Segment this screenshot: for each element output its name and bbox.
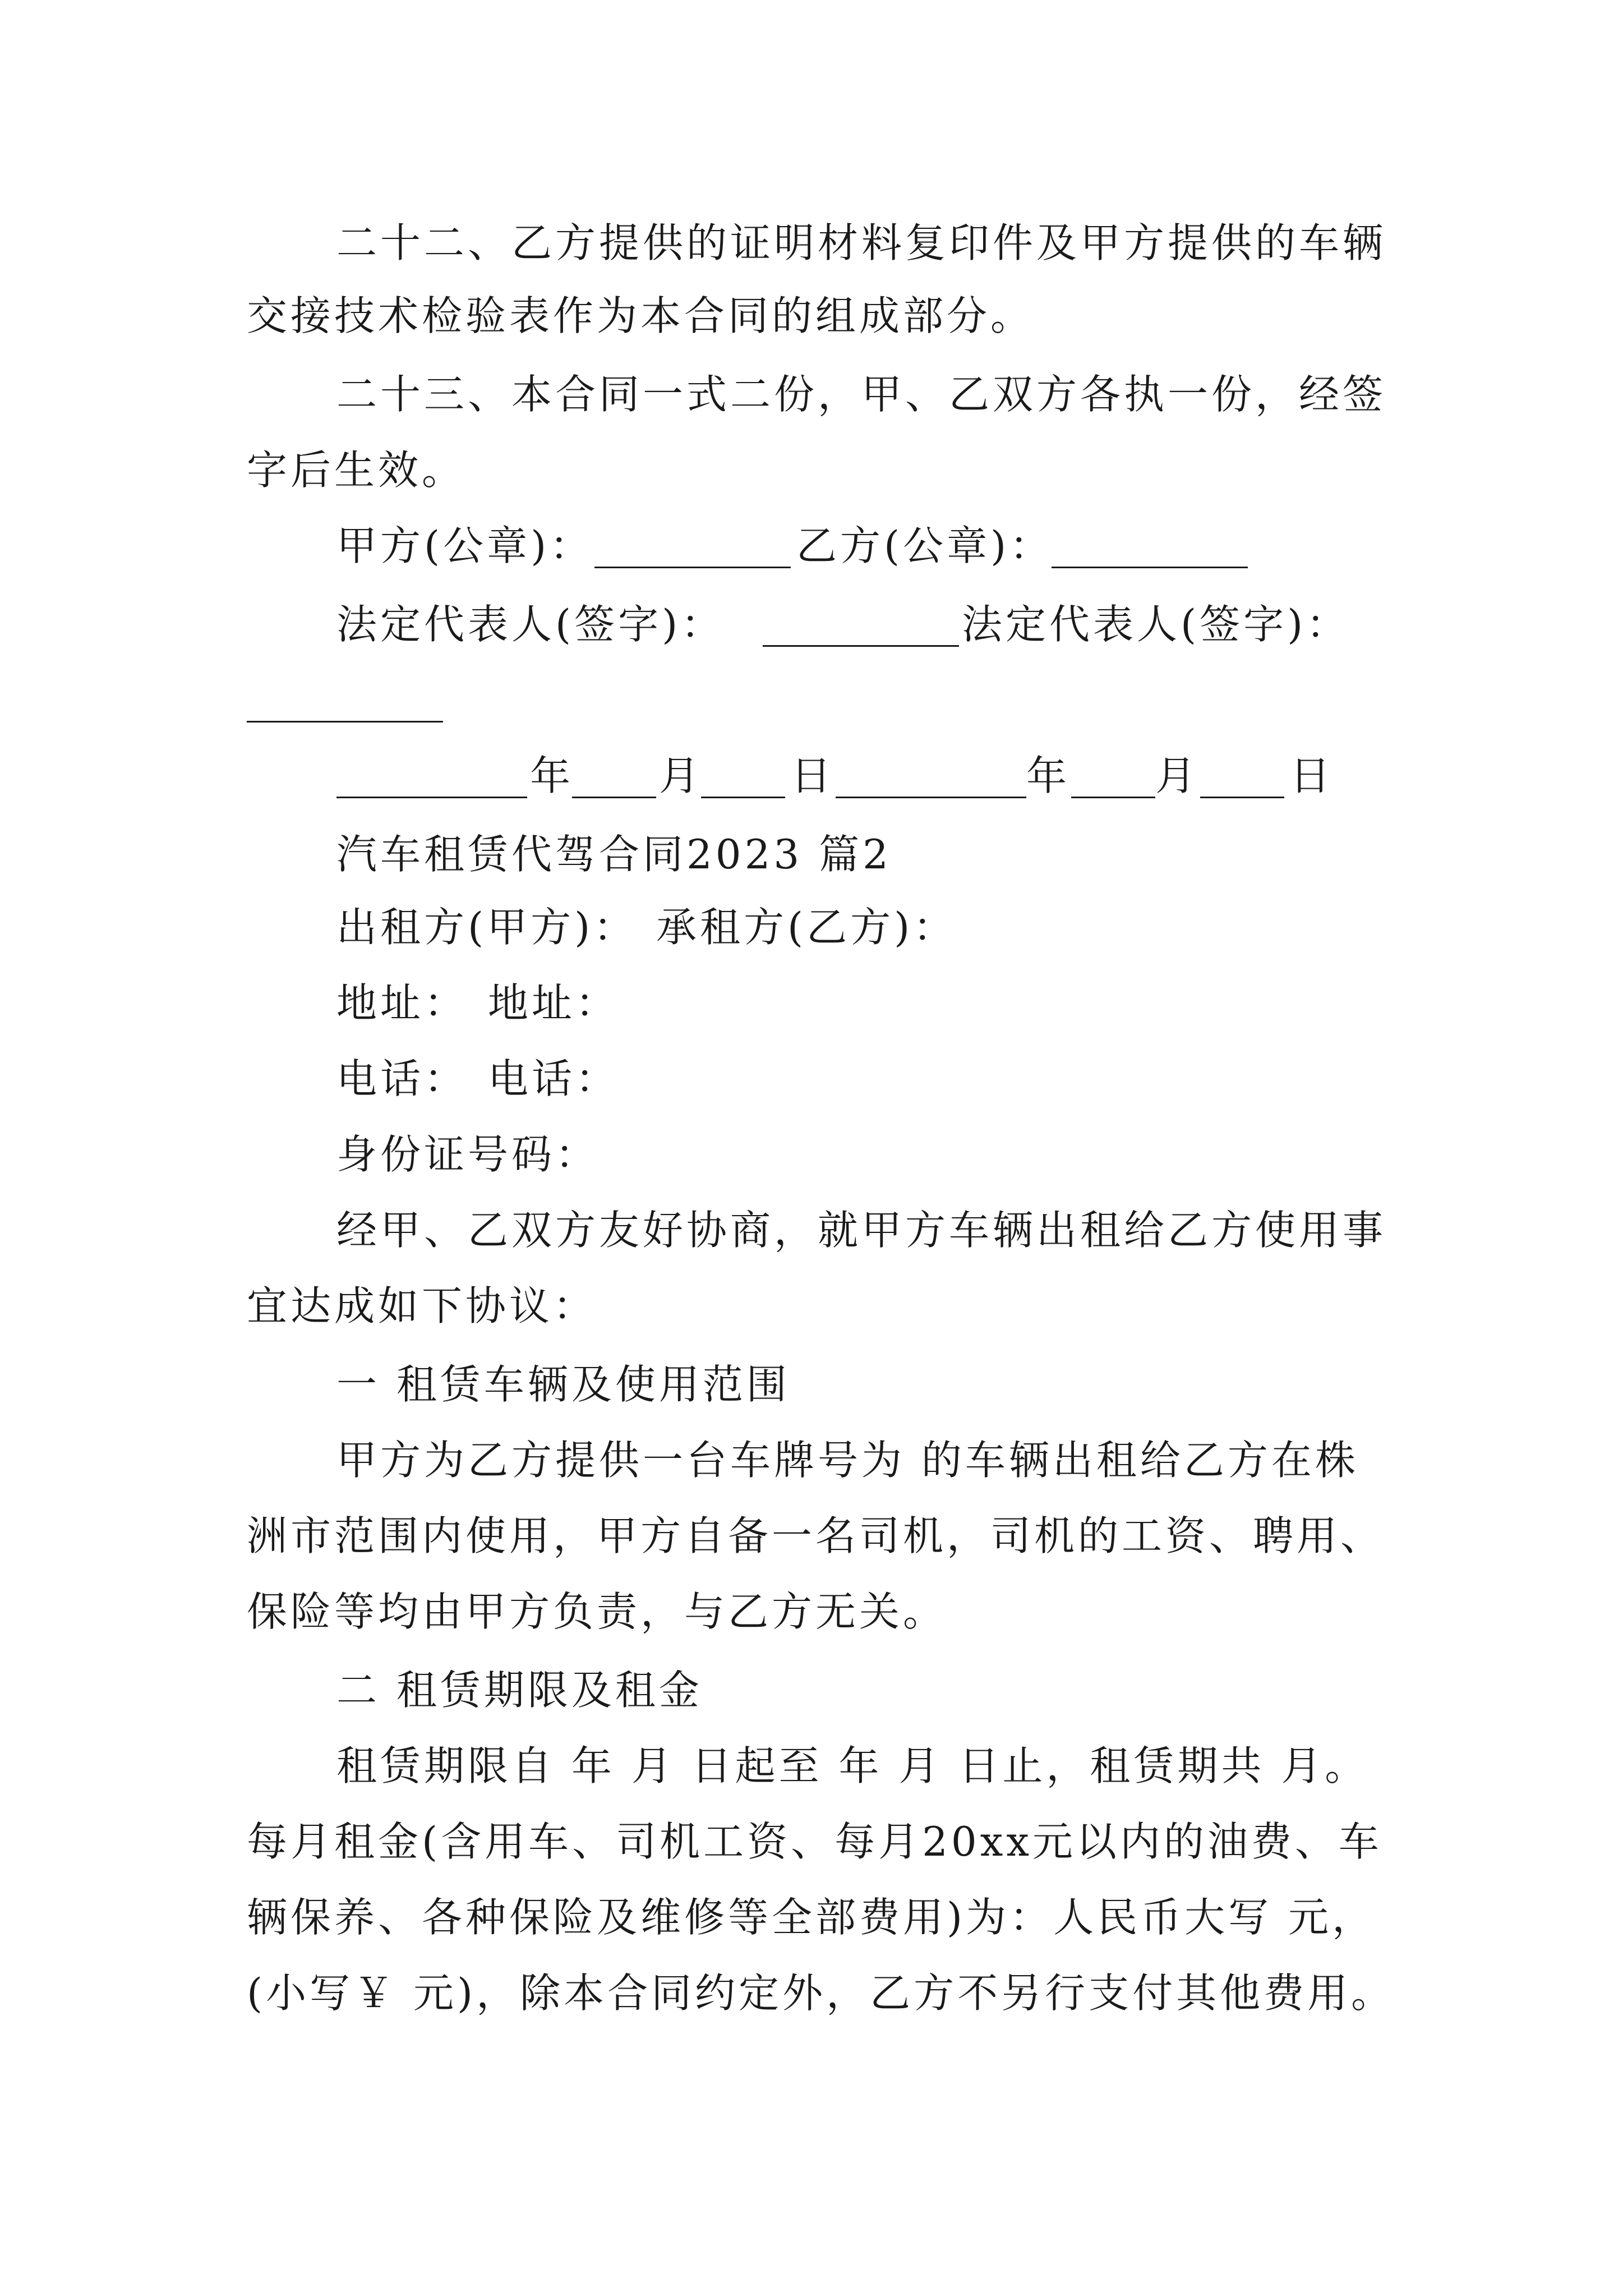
section-2-line-4: (小写￥ 元)，除本合同约定外，乙方不另行支付其他费用。 xyxy=(247,1970,1395,2017)
contract-title: 汽车租赁代驾合同2023 篇2 xyxy=(336,831,892,878)
date-a-day-blank xyxy=(701,797,785,798)
address-b-label: 地址： xyxy=(488,979,620,1027)
lessee-label: 承租方(乙方)： xyxy=(656,904,957,951)
party-b-seal-blank xyxy=(1052,567,1248,568)
legal-rep-b-label: 法定代表人(签字)： xyxy=(962,601,1350,648)
date-a-year-blank xyxy=(336,797,527,798)
date-b-year-blank xyxy=(836,797,1026,798)
section-1-line-1: 甲方为乙方提供一台车牌号为 的车辆出租给乙方在株 xyxy=(336,1437,1359,1484)
date-a-month-label: 月 xyxy=(659,752,703,799)
section-1-line-3: 保险等均由甲方负责，与乙方无关。 xyxy=(247,1588,947,1635)
date-a-month-blank xyxy=(572,797,656,798)
section-2-line-3: 辆保养、各种保险及维修等全部费用)为：人民币大写 元， xyxy=(247,1894,1376,1941)
date-a-day-label: 日 xyxy=(791,752,835,799)
party-a-seal-blank xyxy=(594,567,791,568)
lessor-label: 出租方(甲方)： xyxy=(336,904,638,951)
clause-23-line-2: 字后生效。 xyxy=(247,447,466,494)
section-2-line-1: 租赁期限自 年 月 日起至 年 月 日止，租赁期共 月。 xyxy=(336,1742,1369,1789)
intro-line-1: 经甲、乙双方友好协商，就甲方车辆出租给乙方使用事 xyxy=(336,1207,1387,1254)
date-b-year-label: 年 xyxy=(1026,752,1071,799)
clause-22-line-1: 二十二、乙方提供的证明材料复印件及甲方提供的车辆 xyxy=(336,219,1387,266)
section-2-line-2: 每月租金(含用车、司机工资、每月20xx元以内的油费、车 xyxy=(247,1818,1382,1865)
date-b-month-blank xyxy=(1071,797,1155,798)
date-b-month-label: 月 xyxy=(1155,752,1200,799)
legal-rep-a-label: 法定代表人(签字)： xyxy=(336,601,725,648)
section-1-title: 一 租赁车辆及使用范围 xyxy=(336,1361,790,1408)
legal-rep-a-blank xyxy=(763,645,959,647)
clause-22-line-2: 交接技术检验表作为本合同的组成部分。 xyxy=(247,292,1035,339)
date-a-year-label: 年 xyxy=(530,752,574,799)
intro-line-2: 宜达成如下协议： xyxy=(247,1282,597,1329)
address-a-label: 地址： xyxy=(336,979,468,1027)
clause-23-line-1: 二十三、本合同一式二份，甲、乙双方各执一份，经签 xyxy=(336,371,1387,418)
date-b-day-label: 日 xyxy=(1290,752,1334,799)
phone-a-label: 电话： xyxy=(336,1055,468,1102)
party-a-seal-label: 甲方(公章)： xyxy=(336,522,594,569)
id-number-label: 身份证号码： xyxy=(336,1131,600,1178)
phone-b-label: 电话： xyxy=(488,1055,620,1102)
section-1-line-2: 洲市范围内使用，甲方自备一名司机，司机的工资、聘用、 xyxy=(247,1512,1385,1559)
legal-rep-b-blank xyxy=(247,721,443,723)
section-2-title: 二 租赁期限及租金 xyxy=(336,1667,703,1714)
party-b-seal-label: 乙方(公章)： xyxy=(796,522,1054,569)
date-b-day-blank xyxy=(1200,797,1284,798)
